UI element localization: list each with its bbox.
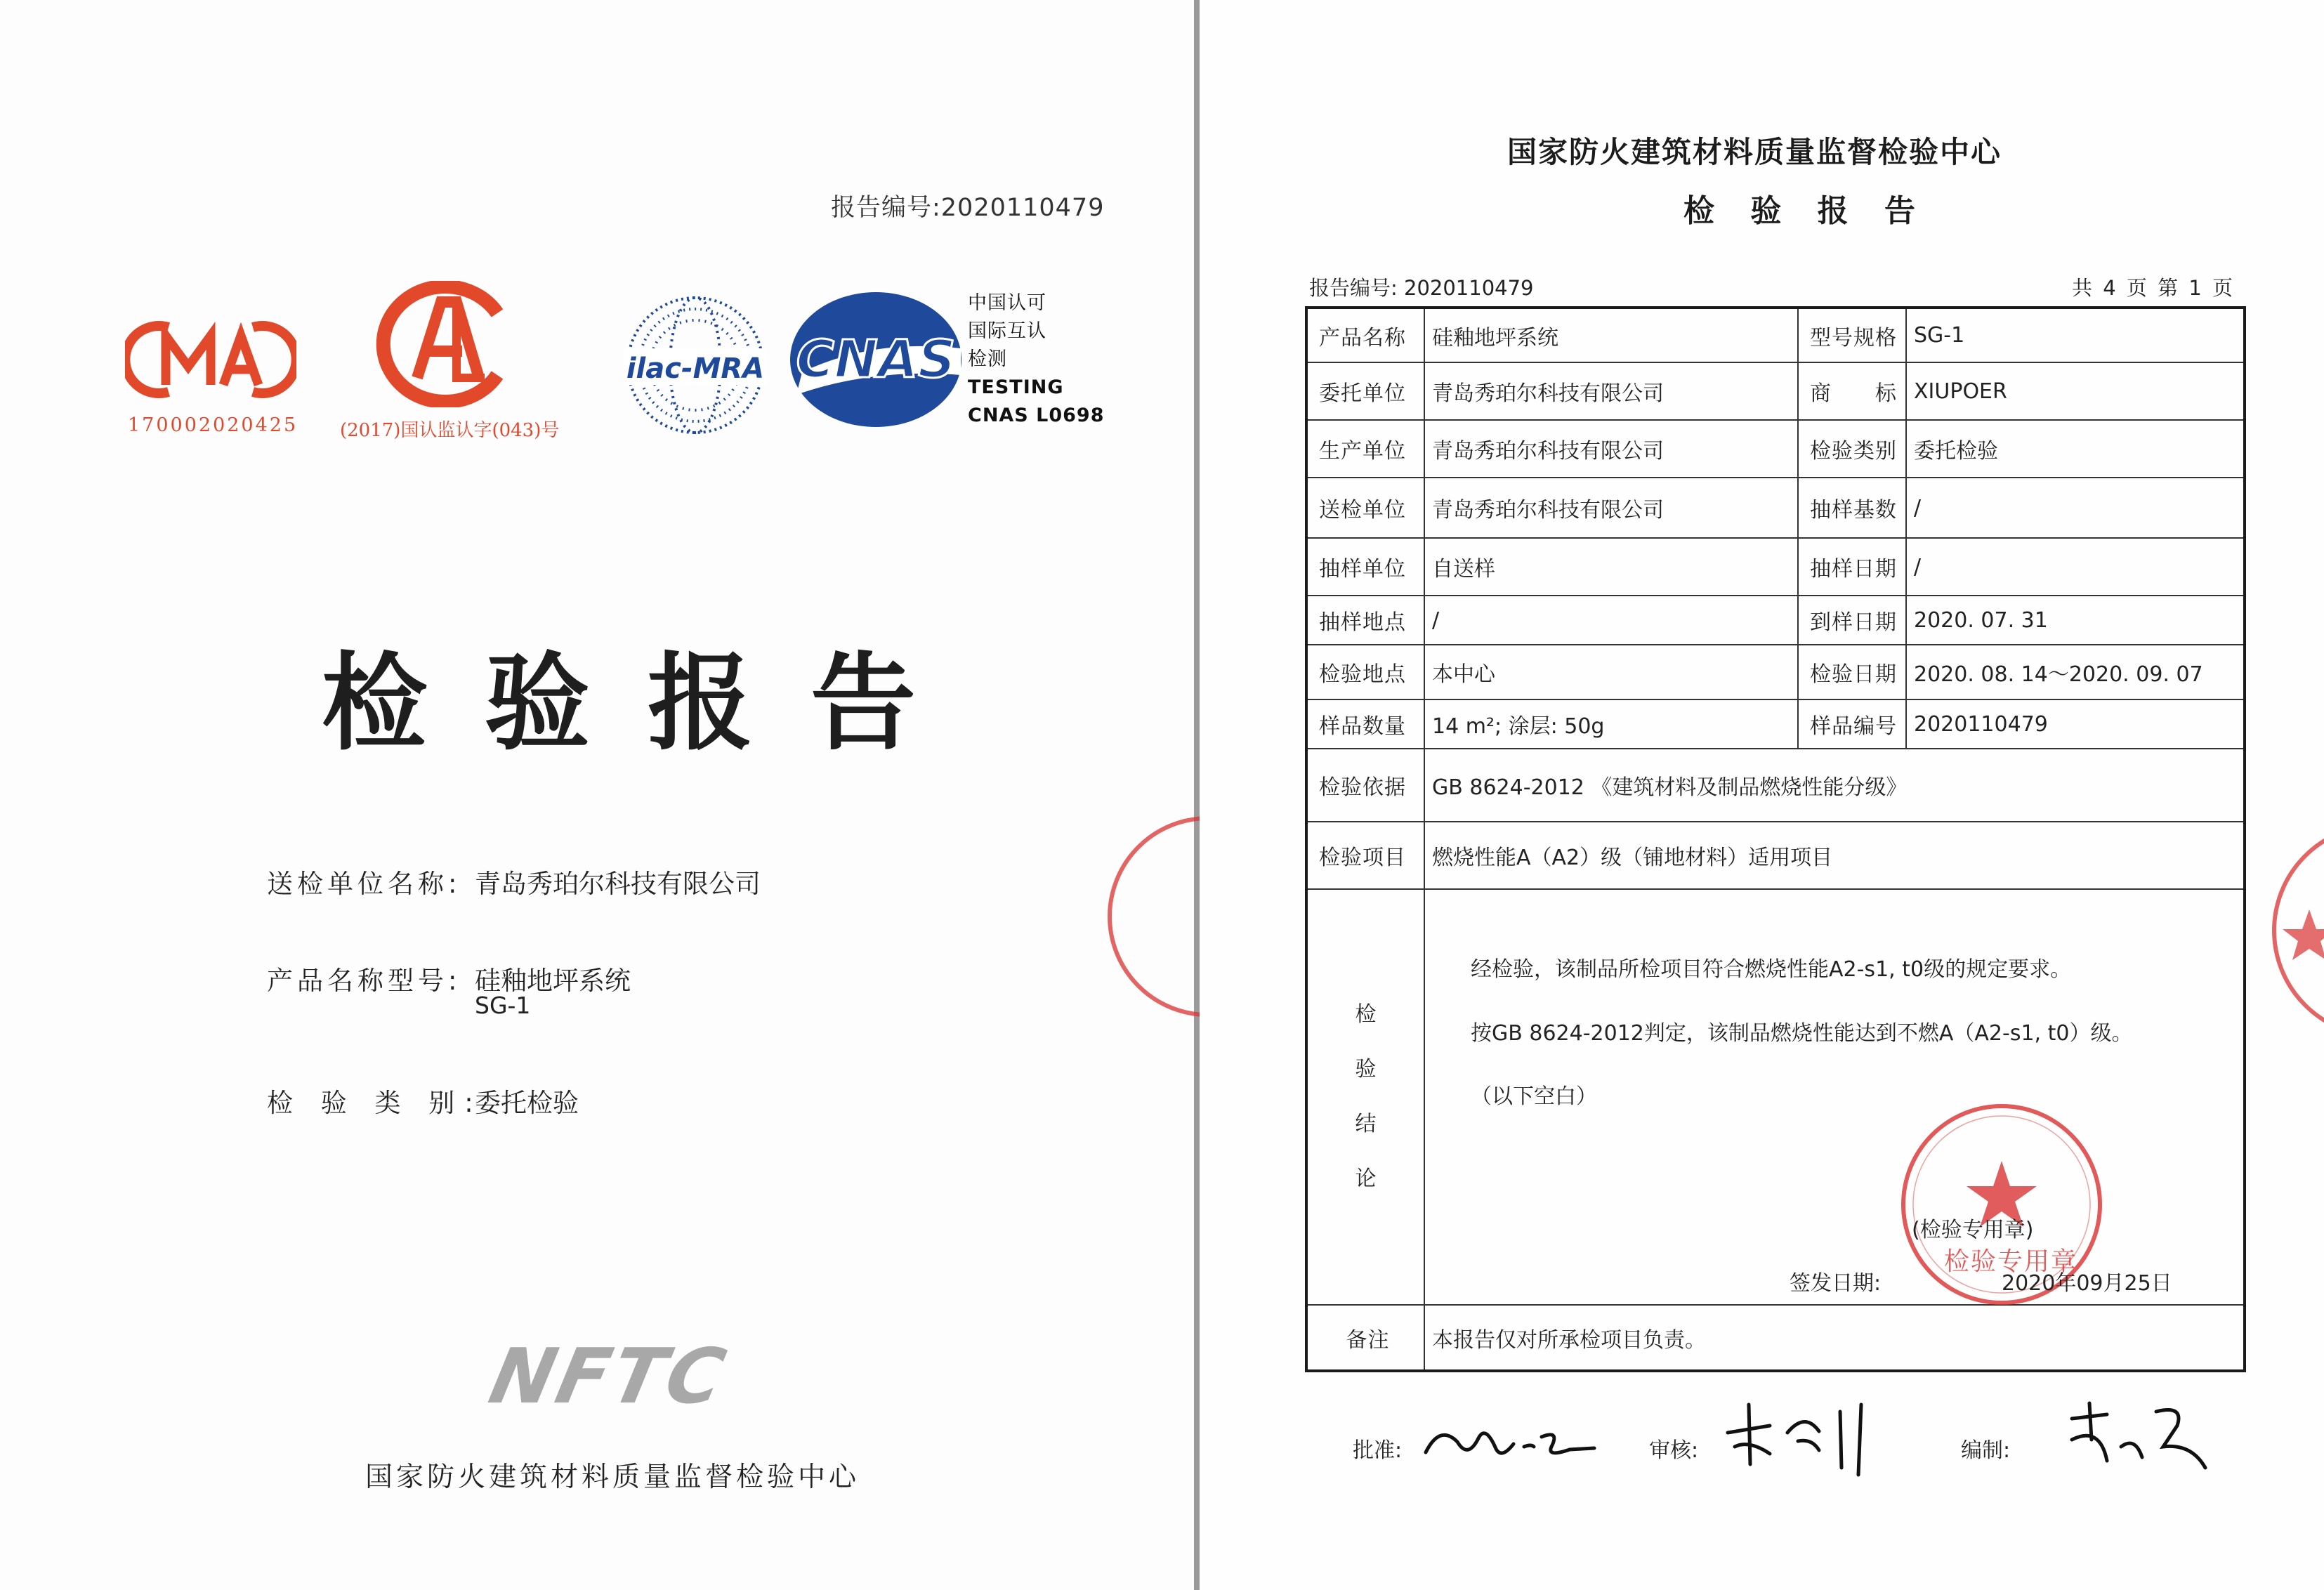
info-label: 抽样日期 bbox=[1798, 538, 1906, 596]
conclusion-line-3: （以下空白） bbox=[1471, 1084, 1597, 1109]
info-label: 生产单位 bbox=[1306, 420, 1424, 478]
conclusion-label-char-3: 结 bbox=[1355, 1112, 1377, 1136]
info-label: 送检单位 bbox=[1306, 478, 1424, 538]
review-label: 审核: bbox=[1649, 1438, 1699, 1463]
cover-issuer: 国家防火建筑材料质量监督检验中心 bbox=[365, 1461, 860, 1493]
cover-product-label: 产品名称型号: bbox=[267, 966, 461, 996]
nftc-logo: NFTC bbox=[482, 1333, 735, 1421]
cal-code: (2017)国认监认字(043)号 bbox=[340, 420, 560, 441]
conclusion-label-char-2: 验 bbox=[1355, 1057, 1377, 1082]
report-org: 国家防火建筑材料质量监督检验中心 bbox=[1507, 135, 2002, 169]
remark-row bbox=[1306, 1305, 2245, 1371]
report-pages: 共 4 页 第 1 页 bbox=[2072, 276, 2235, 300]
info-rows bbox=[1306, 308, 2245, 749]
approve-label: 批准: bbox=[1353, 1438, 1403, 1463]
cal-logo bbox=[367, 281, 517, 410]
handwritten-signature-icon bbox=[1721, 1398, 1903, 1482]
info-label: 样品编号 bbox=[1798, 699, 1906, 749]
info-label: 委托单位 bbox=[1306, 362, 1424, 420]
handwritten-signature-icon bbox=[1419, 1410, 1601, 1473]
report-number: 报告编号: 2020110479 bbox=[1309, 276, 1534, 300]
cover-product-model: SG-1 bbox=[475, 992, 531, 1019]
cma-logo bbox=[125, 317, 296, 405]
edge-seal-left bbox=[1101, 808, 1200, 1028]
approve-signature bbox=[1419, 1410, 1601, 1476]
cover-client-value: 青岛秀珀尔科技有限公司 bbox=[475, 869, 761, 899]
info-label: 产品名称 bbox=[1306, 308, 1424, 362]
conclusion-label-char-4: 论 bbox=[1355, 1167, 1377, 1191]
info-row bbox=[1306, 645, 2245, 699]
cnas-mark-icon bbox=[788, 289, 964, 430]
info-label: 检验类别 bbox=[1798, 420, 1906, 478]
compile-signature bbox=[2058, 1398, 2212, 1485]
info-label: 商 标 bbox=[1798, 362, 1906, 420]
sign-date-value: 2020年09月25日 bbox=[2002, 1271, 2172, 1296]
sign-date-label: 签发日期: bbox=[1790, 1271, 1882, 1296]
info-value: 2020. 08. 14～2020. 09. 07 bbox=[1906, 645, 2245, 699]
info-value: 14 m²; 涂层: 50g bbox=[1424, 699, 1798, 749]
items-label: 检验项目 bbox=[1306, 822, 1424, 889]
cnas-logo bbox=[788, 289, 964, 433]
info-label: 检验地点 bbox=[1306, 645, 1424, 699]
info-row bbox=[1306, 362, 2245, 420]
info-row bbox=[1306, 538, 2245, 596]
cover-title: 检验报告 bbox=[322, 641, 974, 765]
info-label: 样品数量 bbox=[1306, 699, 1424, 749]
info-row bbox=[1306, 420, 2245, 478]
cnas-text bbox=[968, 289, 1105, 430]
cnas-line-3: 检测 bbox=[968, 348, 1007, 370]
items-value: 燃烧性能A（A2）级（铺地材料）适用项目 bbox=[1424, 822, 2245, 889]
report-title: 检 验 报 告 bbox=[1683, 193, 1928, 229]
cal-mark-icon bbox=[367, 281, 517, 407]
info-value: 委托检验 bbox=[1906, 420, 2245, 478]
info-value: / bbox=[1906, 478, 2245, 538]
cnas-line-2: 国际互认 bbox=[968, 320, 1046, 342]
info-value: XIUPOER bbox=[1906, 362, 2245, 420]
info-label: 到样日期 bbox=[1798, 596, 1906, 645]
cover-client-label: 送检单位名称: bbox=[267, 869, 461, 899]
info-row bbox=[1306, 596, 2245, 645]
cnas-line-5: CNAS L0698 bbox=[968, 405, 1105, 426]
info-value: 青岛秀珀尔科技有限公司 bbox=[1424, 420, 1798, 478]
items-row bbox=[1306, 822, 2245, 889]
stamp-label: 检验专用章 bbox=[1944, 1247, 2078, 1276]
basis-row bbox=[1306, 749, 2245, 822]
cover-type-value: 委托检验 bbox=[475, 1088, 579, 1118]
cnas-line-4: TESTING bbox=[968, 376, 1064, 398]
info-label: 抽样地点 bbox=[1306, 596, 1424, 645]
partial-seal-icon bbox=[1101, 808, 1200, 1025]
info-value: 自送样 bbox=[1424, 538, 1798, 596]
info-label: 检验日期 bbox=[1798, 645, 1906, 699]
remark-label: 备注 bbox=[1306, 1305, 1424, 1371]
stamp-note: (检验专用章) bbox=[1912, 1218, 2034, 1242]
conclusion-label-char-1: 检 bbox=[1355, 1002, 1377, 1027]
handwritten-signature-icon bbox=[2058, 1398, 2212, 1482]
cma-code: 170002020425 bbox=[128, 414, 298, 436]
svg-text:ilac-MRA: ilac-MRA bbox=[626, 353, 765, 385]
svg-text:CNAS: CNAS bbox=[796, 329, 956, 390]
review-signature bbox=[1721, 1398, 1903, 1485]
cnas-line-1: 中国认可 bbox=[968, 292, 1046, 314]
compile-label: 编制: bbox=[1961, 1438, 2011, 1463]
conclusion-line-2: 按GB 8624-2012判定，该制品燃烧性能达到不燃A（A2-s1, t0）级。 bbox=[1471, 1021, 2133, 1046]
info-label: 抽样基数 bbox=[1798, 478, 1906, 538]
basis-value: GB 8624-2012 《建筑材料及制品燃烧性能分级》 bbox=[1424, 749, 2245, 822]
conclusion-line-1: 经检验，该制品所检项目符合燃烧性能A2-s1, t0级的规定要求。 bbox=[1471, 957, 2072, 982]
info-label: 型号规格 bbox=[1798, 308, 1906, 362]
info-label: 抽样单位 bbox=[1306, 538, 1424, 596]
cma-mark-icon bbox=[125, 317, 296, 402]
info-value: 2020110479 bbox=[1906, 699, 2245, 749]
ilac-globe-icon bbox=[618, 288, 773, 442]
cover-product-value: 硅釉地坪系统 bbox=[475, 966, 631, 996]
info-value: 青岛秀珀尔科技有限公司 bbox=[1424, 478, 1798, 538]
conclusion-label bbox=[1306, 889, 1424, 1305]
partial-seal-icon-right bbox=[2267, 818, 2324, 1043]
cover-type-label: 检 验 类 别: bbox=[267, 1088, 483, 1118]
info-value: / bbox=[1424, 596, 1798, 645]
info-row bbox=[1306, 308, 2245, 362]
info-value: 2020. 07. 31 bbox=[1906, 596, 2245, 645]
info-value: 本中心 bbox=[1424, 645, 1798, 699]
basis-label: 检验依据 bbox=[1306, 749, 1424, 822]
info-value: 硅釉地坪系统 bbox=[1424, 308, 1798, 362]
info-value: / bbox=[1906, 538, 2245, 596]
info-row bbox=[1306, 699, 2245, 749]
cover-report-number: 报告编号:2020110479 bbox=[831, 194, 1105, 222]
ilac-mra-logo bbox=[618, 288, 773, 445]
edge-seal-right bbox=[2267, 818, 2324, 1046]
info-row bbox=[1306, 478, 2245, 538]
remark-value: 本报告仅对所承检项目负责。 bbox=[1424, 1305, 2245, 1371]
info-value: SG-1 bbox=[1906, 308, 2245, 362]
info-value: 青岛秀珀尔科技有限公司 bbox=[1424, 362, 1798, 420]
